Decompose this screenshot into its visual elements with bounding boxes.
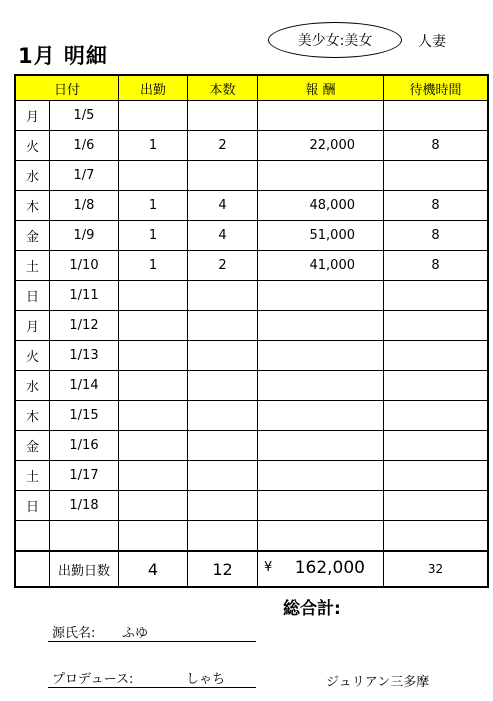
table-row bbox=[15, 461, 488, 491]
count-cell bbox=[188, 161, 258, 191]
summary-blank bbox=[15, 551, 50, 587]
waiting-cell bbox=[384, 101, 489, 131]
summary-waiting: 32 bbox=[384, 551, 489, 587]
count-cell bbox=[188, 371, 258, 401]
attendance-cell bbox=[119, 491, 188, 521]
table-row bbox=[15, 431, 488, 461]
waiting-cell: 8 bbox=[384, 191, 489, 221]
table-row bbox=[15, 491, 488, 521]
date-cell: 1/6 bbox=[50, 131, 119, 161]
day-cell: 日 bbox=[15, 491, 50, 521]
count-cell bbox=[188, 341, 258, 371]
waiting-cell bbox=[384, 371, 489, 401]
attendance-cell: 1 bbox=[119, 131, 188, 161]
header-row bbox=[15, 75, 488, 101]
attendance-cell: 1 bbox=[119, 221, 188, 251]
waiting-cell: 8 bbox=[384, 251, 489, 281]
pay-cell bbox=[258, 101, 384, 131]
pay-cell bbox=[258, 341, 384, 371]
page-title: 1月 明細 bbox=[18, 44, 108, 68]
day-cell bbox=[15, 521, 50, 552]
waiting-cell bbox=[384, 521, 489, 552]
table-row bbox=[15, 251, 488, 281]
pay-cell bbox=[258, 521, 384, 552]
waiting-cell bbox=[384, 161, 489, 191]
attendance-cell bbox=[119, 341, 188, 371]
count-cell bbox=[188, 491, 258, 521]
count-cell: 4 bbox=[188, 221, 258, 251]
table-row bbox=[15, 341, 488, 371]
day-cell: 木 bbox=[15, 191, 50, 221]
waiting-cell bbox=[384, 341, 489, 371]
attendance-cell bbox=[119, 311, 188, 341]
day-cell: 水 bbox=[15, 161, 50, 191]
store-name: ジュリアン三多摩 bbox=[326, 675, 430, 690]
summary-count: 12 bbox=[188, 551, 258, 587]
table-row bbox=[15, 191, 488, 221]
waiting-cell bbox=[384, 461, 489, 491]
producer-underline bbox=[48, 687, 256, 688]
table-row bbox=[15, 311, 488, 341]
count-cell bbox=[188, 311, 258, 341]
pay-cell bbox=[258, 371, 384, 401]
date-cell: 1/8 bbox=[50, 191, 119, 221]
pay-cell bbox=[258, 401, 384, 431]
date-cell: 1/10 bbox=[50, 251, 119, 281]
summary-row bbox=[15, 551, 488, 587]
count-cell: 2 bbox=[188, 251, 258, 281]
pay-cell bbox=[258, 161, 384, 191]
table-row bbox=[15, 161, 488, 191]
count-cell bbox=[188, 401, 258, 431]
count-cell: 4 bbox=[188, 191, 258, 221]
name-badge: 美少女:美女 bbox=[268, 22, 402, 58]
attendance-cell bbox=[119, 521, 188, 552]
attendance-cell bbox=[119, 101, 188, 131]
day-cell: 月 bbox=[15, 101, 50, 131]
day-cell: 土 bbox=[15, 461, 50, 491]
pay-cell bbox=[258, 491, 384, 521]
table-row bbox=[15, 101, 488, 131]
currency-symbol: ¥ bbox=[264, 560, 273, 575]
attendance-cell: 1 bbox=[119, 191, 188, 221]
date-cell: 1/18 bbox=[50, 491, 119, 521]
attendance-cell bbox=[119, 401, 188, 431]
pay-cell bbox=[258, 461, 384, 491]
stage-name-label: 源氏名: bbox=[52, 626, 96, 641]
count-cell bbox=[188, 101, 258, 131]
day-cell: 月 bbox=[15, 311, 50, 341]
summary-pay-cell bbox=[258, 551, 384, 587]
day-cell: 日 bbox=[15, 281, 50, 311]
date-cell: 1/15 bbox=[50, 401, 119, 431]
pay-cell: 22,000 bbox=[258, 131, 384, 161]
date-cell: 1/16 bbox=[50, 431, 119, 461]
pay-cell: 48,000 bbox=[258, 191, 384, 221]
day-cell: 火 bbox=[15, 131, 50, 161]
waiting-cell: 8 bbox=[384, 131, 489, 161]
attendance-cell bbox=[119, 461, 188, 491]
count-cell bbox=[188, 431, 258, 461]
waiting-cell bbox=[384, 281, 489, 311]
producer-value: しゃち bbox=[186, 672, 226, 687]
waiting-cell bbox=[384, 431, 489, 461]
date-cell: 1/5 bbox=[50, 101, 119, 131]
waiting-cell: 8 bbox=[384, 221, 489, 251]
day-cell: 火 bbox=[15, 341, 50, 371]
attendance-cell bbox=[119, 371, 188, 401]
table-row bbox=[15, 221, 488, 251]
attendance-cell: 1 bbox=[119, 251, 188, 281]
grand-total-label: 総合計: bbox=[283, 599, 341, 619]
attendance-cell bbox=[119, 161, 188, 191]
count-cell bbox=[188, 521, 258, 552]
count-cell bbox=[188, 461, 258, 491]
date-cell: 1/12 bbox=[50, 311, 119, 341]
day-cell: 金 bbox=[15, 431, 50, 461]
date-cell: 1/13 bbox=[50, 341, 119, 371]
header-pay: 報 酬 bbox=[258, 75, 384, 101]
day-cell: 土 bbox=[15, 251, 50, 281]
table-row bbox=[15, 281, 488, 311]
table-row bbox=[15, 131, 488, 161]
count-cell bbox=[188, 281, 258, 311]
count-cell: 2 bbox=[188, 131, 258, 161]
table-row bbox=[15, 521, 488, 552]
waiting-cell bbox=[384, 311, 489, 341]
summary-pay: 162,000 bbox=[294, 558, 365, 578]
header-attendance: 出勤 bbox=[119, 75, 188, 101]
pay-cell bbox=[258, 281, 384, 311]
statement-table bbox=[14, 74, 489, 588]
producer-label: プロデュース: bbox=[52, 672, 134, 687]
header-waiting: 待機時間 bbox=[384, 75, 489, 101]
header-date: 日付 bbox=[15, 75, 119, 101]
attendance-cell bbox=[119, 431, 188, 461]
day-cell: 金 bbox=[15, 221, 50, 251]
pay-cell: 41,000 bbox=[258, 251, 384, 281]
day-cell: 木 bbox=[15, 401, 50, 431]
waiting-cell bbox=[384, 491, 489, 521]
day-cell: 水 bbox=[15, 371, 50, 401]
waiting-cell bbox=[384, 401, 489, 431]
date-cell: 1/7 bbox=[50, 161, 119, 191]
pay-cell bbox=[258, 311, 384, 341]
header-count: 本数 bbox=[188, 75, 258, 101]
date-cell bbox=[50, 521, 119, 552]
summary-label: 出勤日数 bbox=[50, 551, 119, 587]
date-cell: 1/17 bbox=[50, 461, 119, 491]
date-cell: 1/14 bbox=[50, 371, 119, 401]
date-cell: 1/11 bbox=[50, 281, 119, 311]
summary-attendance: 4 bbox=[119, 551, 188, 587]
date-cell: 1/9 bbox=[50, 221, 119, 251]
table-row bbox=[15, 371, 488, 401]
category-label: 人妻 bbox=[418, 34, 446, 50]
stage-name-value: ふゆ bbox=[122, 626, 149, 641]
attendance-cell bbox=[119, 281, 188, 311]
pay-cell bbox=[258, 431, 384, 461]
table-row bbox=[15, 401, 488, 431]
stage-name-underline bbox=[48, 641, 256, 642]
pay-cell: 51,000 bbox=[258, 221, 384, 251]
